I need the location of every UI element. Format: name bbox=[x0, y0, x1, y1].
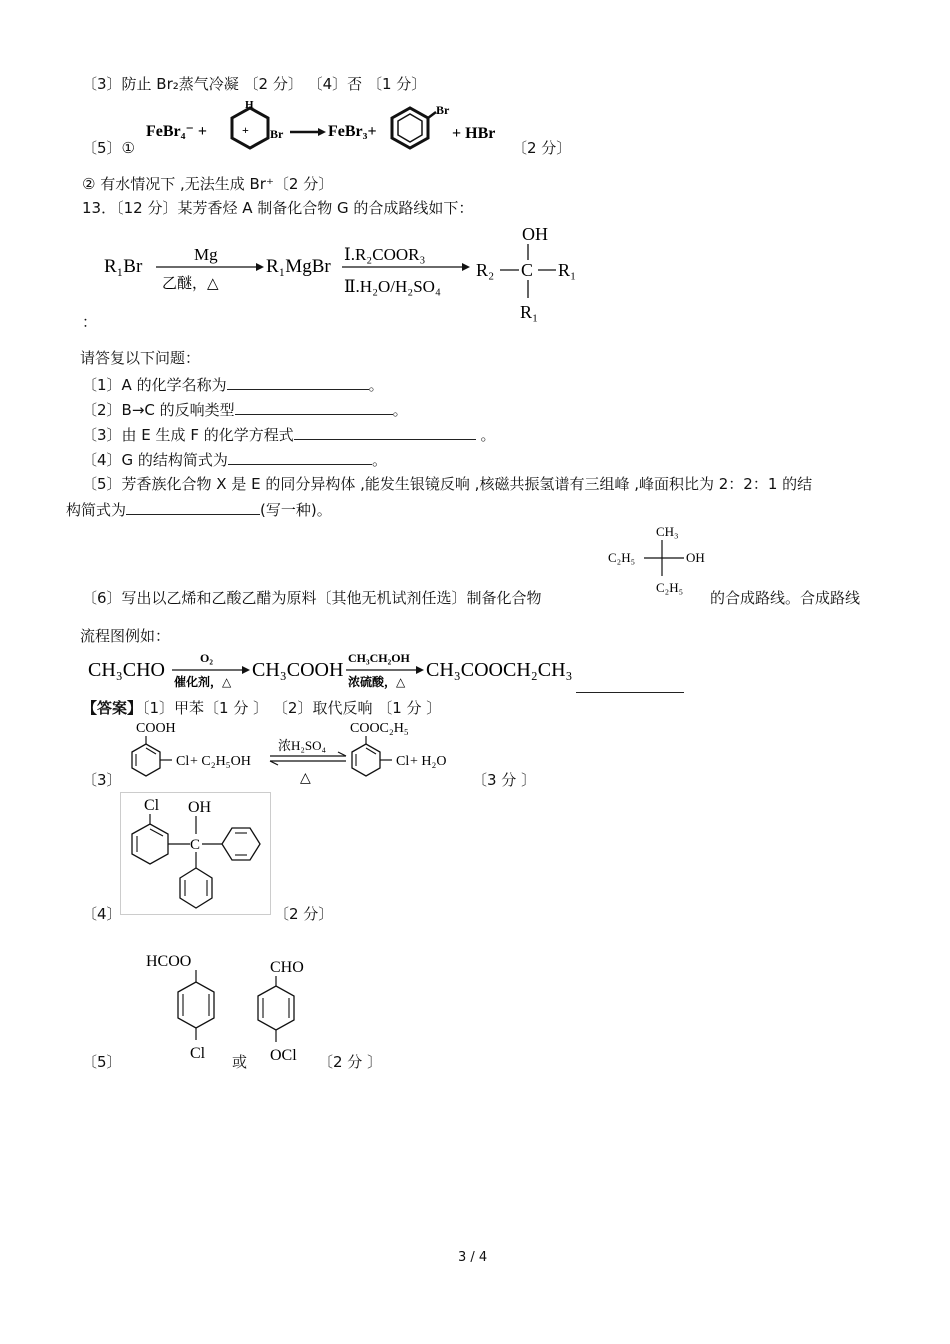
cl-text-2: Cl bbox=[396, 754, 410, 769]
sub-question-4: 〔4〕G 的结构简式为 。 bbox=[82, 451, 387, 469]
esterification-equation bbox=[120, 716, 480, 796]
febr3-text: FeBr₃+ bbox=[328, 123, 377, 140]
example-flow-scheme bbox=[86, 646, 686, 698]
heat-symbol: △ bbox=[300, 771, 311, 786]
sub-question-5-line2: 构简式为 (写一种)。 bbox=[66, 501, 332, 519]
acid-condition: 浓硫酸，△ bbox=[348, 675, 406, 689]
blank-4[interactable] bbox=[228, 449, 372, 465]
svg-text:+: + bbox=[242, 123, 249, 137]
answer-5-score: 〔2 分 〕 bbox=[318, 1053, 383, 1071]
answer-q5-label: 〔5〕① bbox=[82, 139, 135, 157]
r2-text: R₂ bbox=[476, 260, 495, 280]
ether-condition: 乙醚，△ bbox=[162, 276, 219, 292]
r1br-text: R₁Br bbox=[104, 256, 143, 277]
answer-4-label: 〔4〕 bbox=[82, 905, 122, 923]
compound-g-structure bbox=[120, 792, 272, 916]
blank-5[interactable] bbox=[126, 499, 260, 515]
c-text: C bbox=[521, 260, 534, 280]
ch3cooh-text: CH₃COOH bbox=[252, 659, 344, 681]
ocl-text: OCl bbox=[270, 1047, 297, 1064]
sub-question-6: 〔6〕写出以乙烯和乙酸乙醋为原料〔其他无机试剂任选〕制备化合物 bbox=[82, 589, 542, 607]
answer-q5-part2: ② 有水情况下 ,无法生成 Br⁺〔2 分〕 bbox=[82, 175, 334, 193]
questions-intro: 请答复以下问题： bbox=[80, 349, 201, 367]
colon-mark: ： bbox=[82, 313, 98, 331]
cl-text: Cl bbox=[190, 1045, 206, 1062]
oh-text: OH bbox=[686, 550, 705, 565]
mg-text: Mg bbox=[194, 245, 218, 264]
grignard-reaction-scheme bbox=[98, 220, 598, 330]
blank-3[interactable] bbox=[294, 424, 476, 440]
sub-question-1: 〔1〕A 的化学名称为 。 bbox=[82, 376, 384, 394]
answer-4-score: 〔2 分〕 bbox=[274, 905, 334, 923]
catalyst-condition: 催化剂，△ bbox=[174, 675, 232, 689]
r1mgbr-text: R₁MgBr bbox=[266, 256, 331, 277]
oh-text: OH bbox=[188, 799, 212, 816]
carbon-text: C bbox=[190, 837, 201, 853]
ch3-text: CH₃ bbox=[656, 524, 679, 539]
hcoo-text: HCOO bbox=[146, 953, 192, 970]
cooh-text: COOH bbox=[136, 721, 176, 736]
answer-line-1-2: 【答案】〔1〕甲苯〔1 分 〕 〔2〕取代反响 〔1 分 〕 bbox=[82, 699, 442, 717]
blank-1[interactable] bbox=[227, 374, 369, 390]
step1-reagent: Ⅰ.R₂COOR₃ bbox=[344, 245, 426, 264]
hbr-text: + HBr bbox=[452, 125, 496, 142]
r1-bottom-text: R₁ bbox=[520, 302, 539, 322]
c2h5-left-text: C₂H₅ bbox=[608, 550, 636, 565]
step2-reagent: Ⅱ.H₂O/H₂SO₄ bbox=[344, 277, 441, 296]
answer-label: 【答案】 bbox=[82, 699, 143, 717]
blank-2[interactable] bbox=[235, 399, 393, 415]
answer-q5-score: 〔2 分〕 bbox=[512, 139, 572, 157]
cooc2h5-text: COOC₂H₅ bbox=[350, 721, 409, 736]
compound-x-structures bbox=[140, 946, 320, 1072]
c2h5-bottom-text: C₂H₅ bbox=[656, 580, 684, 595]
ch3cho-text: CH₃CHO bbox=[88, 659, 165, 681]
sub-question-3: 〔3〕由 E 生成 F 的化学方程式 。 bbox=[82, 426, 496, 444]
answer-3-label: 〔3〕 bbox=[82, 771, 122, 789]
sub-question-6-end: 的合成路线。合成路线 bbox=[710, 589, 861, 607]
target-compound-structure bbox=[604, 520, 714, 602]
cl-text-1: Cl bbox=[176, 754, 190, 769]
r1-right-text: R₁ bbox=[558, 260, 577, 280]
answer-line-q3-q4: 〔3〕防止 Br₂蒸气冷凝 〔2 分〕 〔4〕否 〔1 分〕 bbox=[82, 75, 427, 93]
arenium-ring-icon bbox=[232, 108, 268, 148]
acid-catalyst-text: 浓H₂SO₄ bbox=[278, 738, 327, 753]
sub-question-5-line1: 〔5〕芳香族化合物 X 是 E 的同分异构体 ,能发生银镜反响 ,核磁共振氢谱有三组峰 ,峰面积比为 2：2：1 的结 bbox=[82, 475, 813, 493]
sub-question-2: 〔2〕B→C 的反响类型 。 bbox=[82, 401, 408, 419]
febr4-text: FeBr₄⁻ + bbox=[146, 123, 208, 140]
water-text: + H₂O bbox=[410, 754, 447, 769]
cho-text: CHO bbox=[270, 959, 304, 976]
o2-text: O₂ bbox=[200, 651, 213, 665]
problem-13-heading: 13．〔12 分〕某芳香烃 A 制备化合物 G 的合成路线如下： bbox=[82, 199, 474, 217]
answer-5-label: 〔5〕 bbox=[82, 1053, 122, 1071]
flow-example-label: 流程图例如： bbox=[80, 627, 171, 645]
ethanol-text: + C₂H₅OH bbox=[190, 754, 251, 769]
oh-text: OH bbox=[522, 224, 548, 244]
answer-3-score: 〔3 分 〕 bbox=[472, 771, 537, 789]
answer-line-blank bbox=[576, 692, 684, 693]
ester-text: CH₃COOCH₂CH₃ bbox=[426, 659, 573, 681]
hydrogen-label: H bbox=[245, 99, 254, 111]
ethanol-reagent: CH₃CH₂OH bbox=[348, 651, 410, 665]
page-number: 3 / 4 bbox=[458, 1250, 488, 1265]
fe-catalyst-equation bbox=[140, 98, 510, 162]
answer-5-or: 或 bbox=[232, 1053, 248, 1071]
br-label-1: Br bbox=[270, 127, 284, 141]
cl-text: Cl bbox=[144, 797, 160, 814]
br-label-2: Br bbox=[436, 103, 450, 117]
